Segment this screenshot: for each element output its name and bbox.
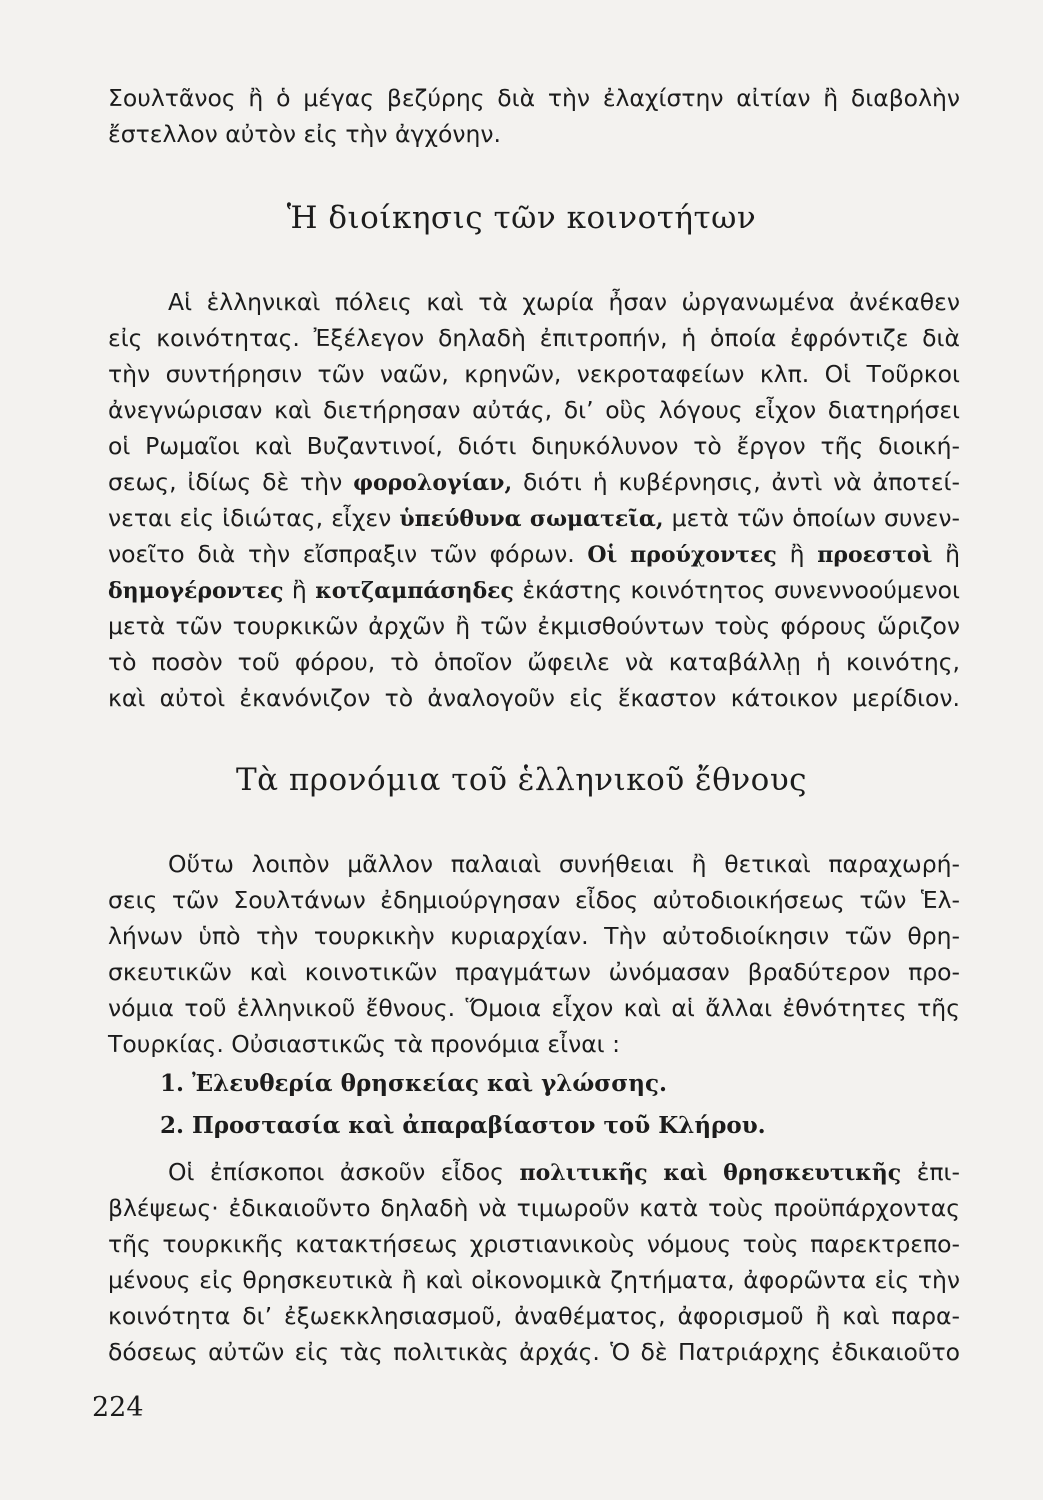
body-line: Σουλτᾶνος ἢ ὁ μέγας βεζύρης διὰ τὴν ἐλαχίστην αἰτίαν ἢ διαβολὴν xyxy=(108,84,960,112)
text-run: μετὰ τῶν ὁποίων συνεν- xyxy=(671,504,960,532)
page-number: 224 xyxy=(92,1392,144,1423)
text-run: διότι ἡ κυβέρνησις, ἀντὶ νὰ ἀποτεί- xyxy=(523,468,960,496)
body-line: Οὕτω λοιπὸν μᾶλλον παλαιαὶ συνήθειαι ἢ θετικαὶ παραχωρή- xyxy=(168,850,960,878)
body-line xyxy=(108,538,960,571)
body-line: σκευτικῶν καὶ κοινοτικῶν πραγμάτων ὠνόμασαν βραδύτερον προ- xyxy=(108,958,960,986)
section-heading: Τὰ προνόμια τοῦ ἑλληνικοῦ ἔθνους xyxy=(235,762,808,798)
body-line: εἰς κοινότητας. Ἐξέλεγον δηλαδὴ ἐπιτροπήν, ἡ ὁποία ἐφρόντιζε διὰ xyxy=(108,324,960,352)
body-line: σεις τῶν Σουλτάνων ἐδημιούργησαν εἶδος αὐτοδιοικήσεως τῶν Ἑλ- xyxy=(108,886,960,914)
text-run: ἢ xyxy=(789,540,805,568)
body-line: νόμια τοῦ ἑλληνικοῦ ἔθνους. Ὅμοια εἶχον καὶ αἱ ἄλλαι ἐθνότητες τῆς xyxy=(108,994,960,1022)
numbered-item: 1. Ἐλευθερία θρησκείας καὶ γλώσσης. xyxy=(160,1070,667,1097)
text-run: ἢ xyxy=(945,540,960,568)
section-heading: Ἡ διοίκησις τῶν κοινοτήτων xyxy=(286,200,757,236)
body-line: Αἱ ἑλληνικαὶ πόλεις καὶ τὰ χωρία ἦσαν ὠργανωμένα ἀνέκαθεν xyxy=(168,288,960,316)
text-run: νοεῖτο διὰ τὴν εἴσπραξιν τῶν φόρων. xyxy=(108,540,575,568)
bold-term: Οἱ προύχοντες xyxy=(587,542,777,568)
body-line: καὶ αὐτοὶ ἐκανόνιζον τὸ ἀναλογοῦν εἰς ἕκαστον κάτοικον μερίδιον. xyxy=(108,684,960,712)
body-line: Τουρκίας. Οὐσιαστικῶς τὰ προνόμια εἶναι : xyxy=(108,1030,621,1058)
text-run: ἢ xyxy=(291,576,307,604)
body-line xyxy=(168,1156,960,1189)
bold-term: ὑπεύθυνα σωματεῖα, xyxy=(399,506,664,532)
body-line: βλέψεως· ἐδικαιοῦντο δηλαδὴ νὰ τιμωροῦν κατὰ τοὺς προϋπάρχοντας xyxy=(108,1194,960,1222)
bold-term: πολιτικῆς καὶ θρησκευτικῆς xyxy=(519,1160,902,1186)
body-line xyxy=(108,466,960,499)
body-line: οἱ Ρωμαῖοι καὶ Βυζαντινοί, διότι διηυκόλυνον τὸ ἔργον τῆς διοική- xyxy=(108,432,960,460)
text-run: νεται εἰς ἰδιώτας, εἶχεν xyxy=(108,504,392,532)
bold-term: κοτζαμπάσηδες xyxy=(315,578,514,604)
body-line: δόσεως αὐτῶν εἰς τὰς πολιτικὰς ἀρχάς. Ὁ δὲ Πατριάρχης ἐδικαιοῦτο xyxy=(108,1338,960,1366)
body-line: τὴν συντήρησιν τῶν ναῶν, κρηνῶν, νεκροταφείων κλπ. Οἱ Τοῦρκοι xyxy=(108,360,960,388)
body-line: τὸ ποσὸν τοῦ φόρου, τὸ ὁποῖον ὤφειλε νὰ καταβάλλῃ ἡ κοινότης, xyxy=(108,648,960,676)
body-line: μένους εἰς θρησκευτικὰ ἢ καὶ οἰκονομικὰ ζητήματα, ἀφορῶντα εἰς τὴν xyxy=(108,1266,960,1294)
numbered-item: 2. Προστασία καὶ ἀπαραβίαστον τοῦ Κλήρου. xyxy=(160,1112,766,1139)
bold-term: φορολογίαν, xyxy=(353,470,513,496)
text-run: ἐπι- xyxy=(916,1158,960,1186)
body-line: λήνων ὑπὸ τὴν τουρκικὴν κυριαρχίαν. Τὴν αὐτοδιοίκησιν τῶν θρη- xyxy=(108,922,960,950)
body-line: μετὰ τῶν τουρκικῶν ἀρχῶν ἢ τῶν ἐκμισθούντων τοὺς φόρους ὥριζον xyxy=(108,612,960,640)
body-line: κοινότητα δι’ ἐξωεκκλησιασμοῦ, ἀναθέματος, ἀφορισμοῦ ἢ καὶ παρα- xyxy=(108,1302,960,1330)
body-line: ἔστελλον αὐτὸν εἰς τὴν ἀγχόνην. xyxy=(108,120,501,148)
bold-term: δημογέροντες xyxy=(108,578,284,604)
text-run: Οἱ ἐπίσκοποι ἀσκοῦν εἶδος xyxy=(168,1158,504,1186)
bold-term: προεστοὶ xyxy=(817,542,933,568)
text-run: σεως, ἰδίως δὲ τὴν xyxy=(108,468,343,496)
body-line: ἀνεγνώρισαν καὶ διετήρησαν αὐτάς, δι’ οὓς λόγους εἶχον διατηρήσει xyxy=(108,396,960,424)
body-line: τῆς τουρκικῆς κατακτήσεως χριστιανικοὺς νόμους τοὺς παρεκτρεπο- xyxy=(108,1230,960,1258)
body-line xyxy=(108,574,960,607)
text-run: ἑκάστης κοινότητος συνεννοούμενοι xyxy=(522,576,960,604)
body-line xyxy=(108,502,960,535)
